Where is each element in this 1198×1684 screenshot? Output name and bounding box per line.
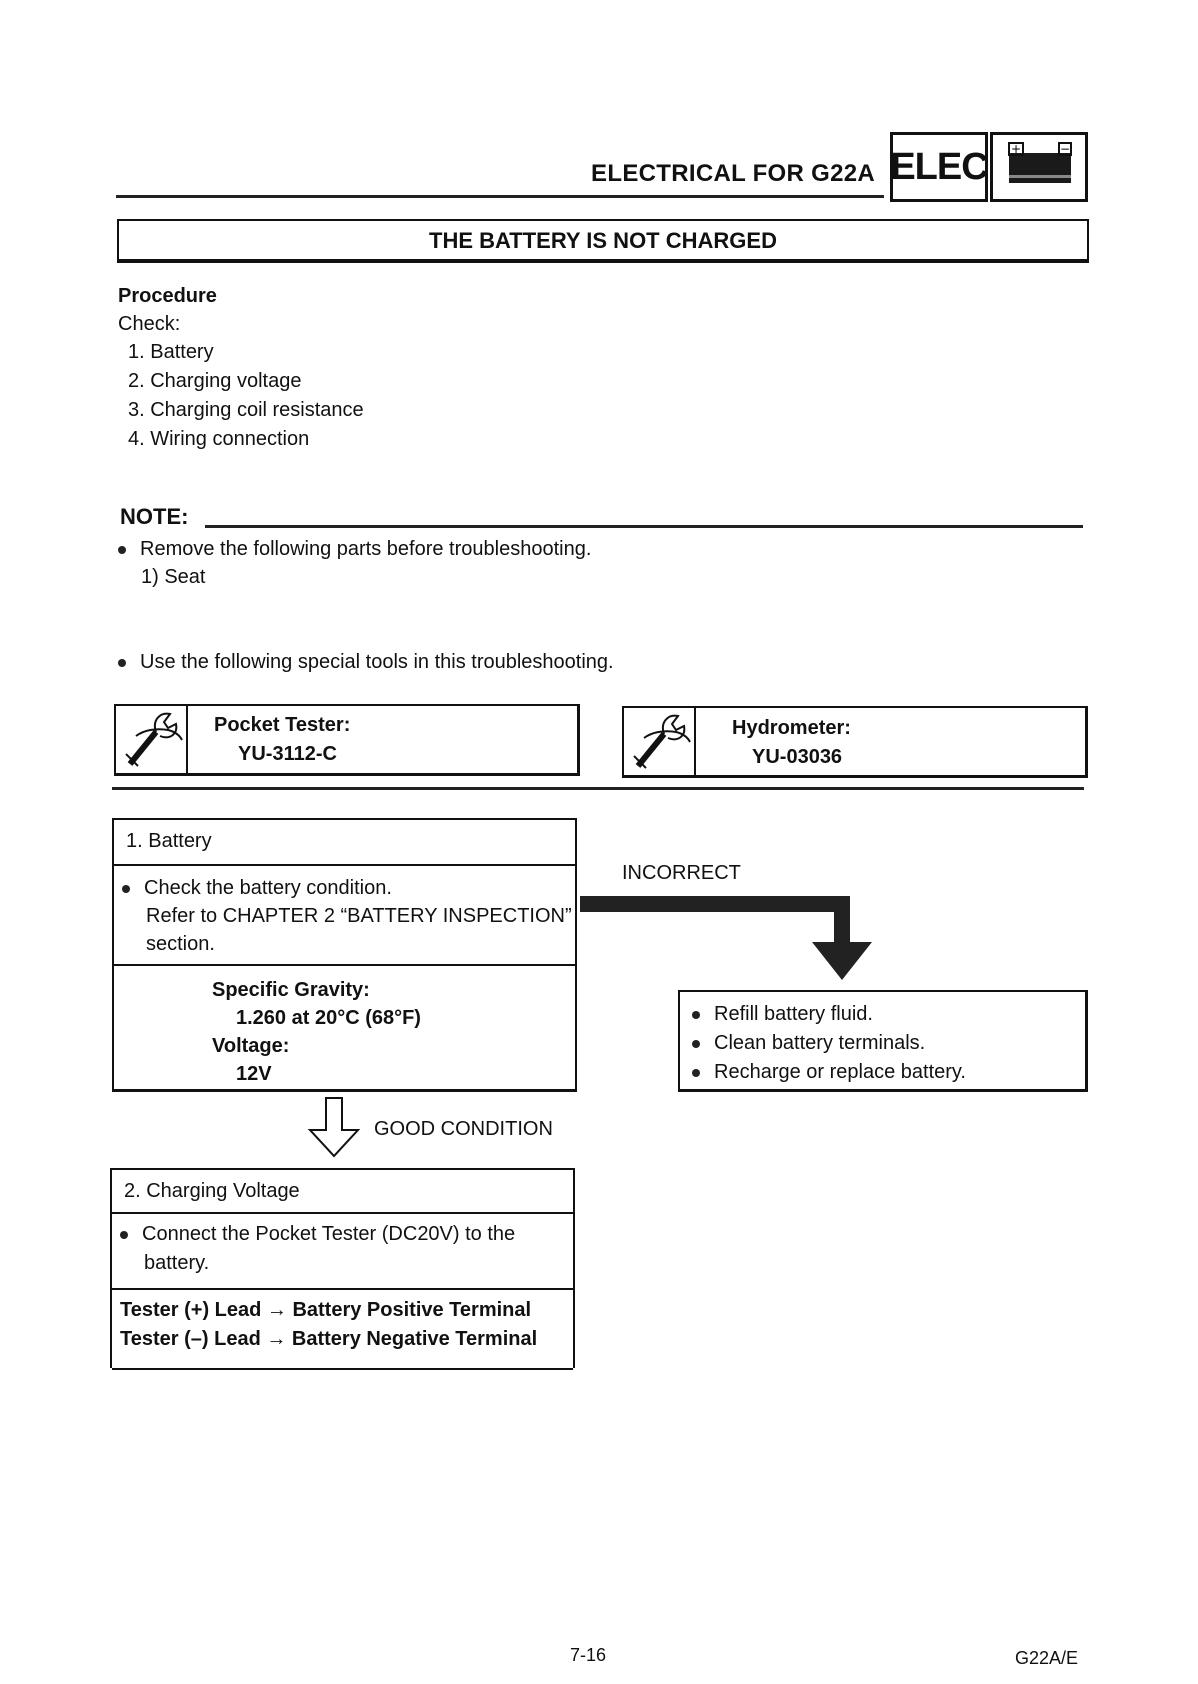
- tool-name: Hydrometer:: [732, 717, 851, 739]
- note-item: [118, 538, 591, 561]
- step2-leads: [112, 1290, 573, 1370]
- instruction-text: section.: [146, 933, 215, 955]
- bullet-icon: [118, 659, 126, 667]
- incorrect-label: INCORRECT: [622, 862, 741, 884]
- note-item: [118, 651, 614, 674]
- instruction-line: [122, 874, 575, 902]
- bullet-icon: [122, 885, 130, 893]
- down-arrow-icon: [306, 1096, 366, 1160]
- section-title: ELECTRICAL FOR G22A: [591, 160, 875, 187]
- lead-minus: Tester (–) Lead → Battery Negative Terminal: [120, 1328, 538, 1350]
- lead-plus: Tester (+) Lead → Battery Positive Terminal: [120, 1299, 532, 1321]
- remedy-item: [692, 1058, 1085, 1087]
- voltage-label: Voltage:: [212, 1035, 290, 1057]
- battery-icon-box: [990, 132, 1088, 202]
- remedy-text: Recharge or replace battery.: [714, 1061, 966, 1083]
- tool-box-hydrometer: [622, 706, 1088, 778]
- check-item: 1. Battery: [128, 341, 214, 363]
- step1-instruction: [114, 866, 575, 966]
- step1-spec: [114, 966, 575, 1090]
- spec-gravity-value: 1.260 at 20°C (68°F): [236, 1007, 421, 1029]
- battery-icon: [993, 135, 1085, 199]
- bullet-icon: [118, 546, 126, 554]
- instruction-text: battery.: [144, 1252, 210, 1274]
- voltage-value: 12V: [236, 1063, 272, 1085]
- check-list: [128, 341, 364, 457]
- instruction-text: Refer to CHAPTER 2 “BATTERY INSPECTION”: [146, 905, 572, 927]
- bullet-icon: [692, 1069, 700, 1077]
- remedy-list: [680, 992, 1085, 1087]
- check-item: 2. Charging voltage: [128, 370, 302, 392]
- wrench-tool-icon: [116, 706, 186, 772]
- instruction-text: Check the battery condition.: [144, 877, 392, 899]
- remedy-box: [678, 990, 1088, 1092]
- tool-code: YU-03036: [752, 746, 843, 768]
- tool-icon-cell: [116, 706, 188, 774]
- tool-box-pocket-tester: [114, 704, 580, 776]
- page-number: 7-16: [570, 1645, 607, 1665]
- spec-gravity-label: Specific Gravity:: [212, 979, 370, 1001]
- wrench-tool-icon: [624, 708, 694, 774]
- page-title: THE BATTERY IS NOT CHARGED: [117, 219, 1089, 263]
- note-item-text: Use the following special tools in this troubleshooting.: [140, 651, 614, 673]
- step2-title: 2. Charging Voltage: [112, 1170, 573, 1214]
- note-label: NOTE:: [120, 504, 189, 529]
- remedy-text: Refill battery fluid.: [714, 1003, 873, 1025]
- step1-title: 1. Battery: [114, 820, 575, 866]
- bullet-icon: [692, 1040, 700, 1048]
- procedure-heading: Procedure: [118, 285, 217, 307]
- header-rule: [116, 195, 884, 198]
- bullet-icon: [120, 1231, 128, 1239]
- battery-plus-sign: +: [1010, 142, 1022, 156]
- step1-box: [112, 818, 577, 1092]
- check-item: 4. Wiring connection: [128, 428, 310, 450]
- model-code: G22A/E: [1015, 1648, 1079, 1668]
- incorrect-arrow-icon: [580, 892, 880, 982]
- check-label: Check:: [118, 313, 181, 335]
- remedy-item: [692, 1029, 1085, 1058]
- check-item: 3. Charging coil resistance: [128, 399, 364, 421]
- instruction-text: Connect the Pocket Tester (DC20V) to the: [142, 1223, 516, 1245]
- elec-tag: ELEC: [890, 132, 988, 202]
- note-rule: [205, 525, 1083, 528]
- instruction-line: [120, 1220, 573, 1249]
- remedy-item: [692, 1000, 1085, 1029]
- step2-instruction: [112, 1214, 573, 1290]
- tool-name: Pocket Tester:: [214, 714, 351, 736]
- tool-code: YU-3112-C: [238, 743, 337, 765]
- battery-minus-sign: −: [1059, 142, 1071, 156]
- step2-box: [110, 1168, 575, 1368]
- note-subitem: 1) Seat: [141, 566, 206, 588]
- bullet-icon: [692, 1011, 700, 1019]
- tool-icon-cell: [624, 708, 696, 776]
- tools-rule: [112, 787, 1084, 790]
- note-item-text: Remove the following parts before troubleshooting.: [140, 538, 592, 560]
- remedy-text: Clean battery terminals.: [714, 1032, 926, 1054]
- good-condition-label: GOOD CONDITION: [374, 1118, 553, 1140]
